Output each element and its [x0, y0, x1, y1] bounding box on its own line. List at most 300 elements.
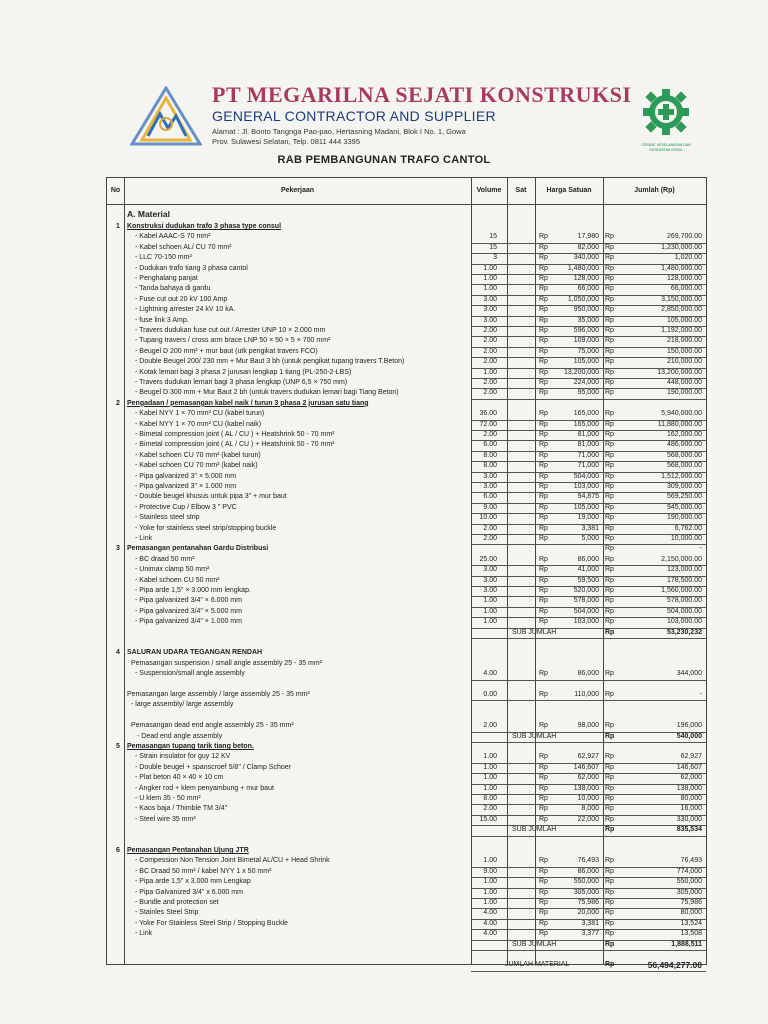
- row-jumlah: 80,000: [680, 909, 702, 917]
- row-jumlah: 103,000.00: [666, 618, 702, 626]
- row-harga-satuan: 71,000: [577, 462, 599, 470]
- row-harga-satuan: 224,000: [573, 379, 599, 386]
- row-rp-label: Rp: [605, 805, 614, 813]
- total-row: [107, 960, 706, 970]
- row-harga-satuan: 5,000: [581, 535, 599, 542]
- table-row: [107, 794, 706, 804]
- row-volume: 2.00: [483, 524, 497, 532]
- row-rp-label: Rp: [539, 878, 548, 886]
- row-rp-label: Rp: [539, 722, 548, 730]
- table-row: [107, 867, 706, 877]
- row-volume: 1.00: [483, 899, 497, 906]
- row-description: - Travers dudukan lemari bagi 3 phasa lengkap (UNP 6,5 × 750 mm): [135, 379, 348, 386]
- row-volume: 2.00: [483, 327, 497, 334]
- row-volume: 1.00: [483, 618, 497, 626]
- row-rp-label: Rp: [539, 441, 548, 449]
- company-logo-icon: [130, 86, 202, 148]
- row-description: Pemasangan large assembly / large assembly 25 - 35 mm²: [127, 691, 310, 698]
- row-rp-label: Rp: [605, 826, 615, 834]
- row-harga-satuan: 146,607: [573, 763, 599, 771]
- row-rp-label: Rp: [539, 379, 548, 386]
- row-rp-label: Rp: [605, 888, 614, 896]
- row-harga-satuan: 550,000: [573, 878, 599, 886]
- row-description: - Compession Non Tension Joint Bimetal AL/CU + Head Shrink: [135, 857, 330, 865]
- row-number: 6: [116, 847, 120, 854]
- row-harga-satuan: 81,000: [577, 431, 599, 438]
- row-rp-label: Rp: [539, 867, 548, 875]
- table-row: [107, 378, 706, 388]
- row-harga-satuan: 340,000: [573, 254, 599, 262]
- row-rp-label: Rp: [605, 878, 614, 886]
- row-description: - large assembly/ large assembly: [131, 701, 234, 709]
- row-rp-label: Rp: [539, 784, 548, 792]
- row-volume: 3.00: [483, 576, 497, 584]
- row-volume: 1.00: [483, 607, 497, 615]
- row-jumlah: 196,000: [676, 722, 702, 730]
- row-harga-satuan: 165,000: [573, 420, 599, 428]
- row-number: 3: [116, 545, 120, 553]
- row-volume: 2.00: [483, 337, 497, 345]
- row-description: - Dead end angle assembly: [137, 732, 223, 740]
- letterhead: [130, 82, 710, 152]
- company-address: [212, 127, 466, 147]
- row-description: - Pipa galvanized 3/4" × 5.000 mm: [135, 607, 242, 615]
- row-rp-label: Rp: [605, 431, 614, 438]
- row-harga-satuan: 94,875: [577, 493, 599, 501]
- row-rp-label: Rp: [605, 857, 614, 865]
- row-rp-label: Rp: [539, 919, 548, 927]
- table-row: [107, 440, 706, 450]
- row-rp-label: Rp: [605, 670, 614, 678]
- row-description: - Travers dudukan fuse cut out / Arrester UNP 10 × 2.000 mm: [135, 327, 326, 334]
- row-jumlah: 540,000: [676, 732, 702, 740]
- row-volume: 1.00: [483, 368, 497, 376]
- row-number: 5: [116, 743, 120, 750]
- row-harga-satuan: 128,000: [573, 275, 599, 282]
- row-volume: 15: [489, 243, 497, 251]
- row-rp-label: Rp: [539, 535, 548, 542]
- document-title: RAB PEMBANGUNAN TRAFO CANTOL: [277, 154, 491, 166]
- address-line-1: Alamat : Jl. Bonto Tangnga Pao-pao, Hertasning Madani, Blok I No. 1, Gowa: [212, 127, 466, 136]
- row-jumlah: 486,000.00: [666, 441, 702, 449]
- row-harga-satuan: 86,000: [577, 867, 599, 875]
- row-jumlah: 504,000.00: [666, 607, 702, 615]
- row-jumlah: 1,512,000.00: [661, 472, 702, 480]
- table-row: [107, 326, 706, 336]
- row-harga-satuan: 62,927: [577, 753, 599, 761]
- table-row: [107, 607, 706, 617]
- row-jumlah: 76,493: [680, 857, 702, 865]
- row-jumlah: 5,940,000.00: [661, 410, 702, 418]
- row-jumlah: 835,534: [676, 826, 702, 834]
- row-rp-label: Rp: [605, 535, 614, 542]
- table-row: [107, 295, 706, 305]
- row-volume: 3: [493, 254, 497, 262]
- row-description: Pemasangan pentanahan Gardu Distribusi: [127, 545, 269, 553]
- row-jumlah: 569,250.00: [666, 493, 702, 501]
- row-description: - Unimax clamp 50 mm²: [135, 566, 210, 574]
- row-rp-label: Rp: [539, 483, 548, 490]
- table-row: [107, 617, 706, 627]
- section-a-label: A. Material: [127, 209, 170, 219]
- subtotal-label: SUB JUMLAH: [512, 628, 557, 636]
- row-rp-label: Rp: [539, 389, 548, 397]
- row-jumlah: 80,000: [680, 795, 702, 802]
- row-description: - Pipa galvanized 3/4" × 1.000 mm: [135, 618, 242, 626]
- subtotal-row: [107, 825, 706, 835]
- row-harga-satuan: 105,000: [573, 503, 599, 511]
- row-rp-label: Rp: [605, 597, 614, 605]
- row-description: - Link: [135, 535, 153, 542]
- row-rp-label: Rp: [605, 919, 614, 927]
- row-description: - Pipa galvanized 3" × 1.000 mm: [135, 483, 237, 490]
- row-jumlah: 150,000.00: [666, 347, 702, 355]
- row-jumlah: 62,000: [680, 774, 702, 782]
- row-number: 2: [116, 399, 120, 407]
- row-description: - Angker rod + klem penyambung + mur baut: [135, 784, 274, 792]
- row-description: - Dudukan trafo tiang 3 phasa cantol: [135, 264, 248, 272]
- row-rp-label: Rp: [539, 514, 548, 522]
- row-rp-label: Rp: [539, 566, 548, 574]
- row-jumlah: 218,000.00: [666, 337, 702, 345]
- row-jumlah: 210,000.00: [666, 358, 702, 366]
- subtotal-label: JUMLAH MATERIAL: [505, 961, 570, 969]
- table-row: [107, 659, 706, 669]
- row-harga-satuan: 62,000: [577, 774, 599, 782]
- cert-label-2: KESEHATAN KERJA: [649, 148, 683, 152]
- row-volume: 9.00: [483, 867, 497, 875]
- row-description: - Protective Cup / Elbow 3 " PVC: [135, 503, 237, 511]
- table-row: [107, 763, 706, 773]
- row-jumlah: 3,150,000.00: [661, 295, 702, 303]
- row-description: Pemasangan dead end angle assembly 25 - 35 mm²: [131, 722, 294, 730]
- row-rp-label: Rp: [539, 909, 548, 917]
- table-row: [107, 524, 706, 534]
- row-description: Pengadaan / pemasangan kabel naik / turun 3 phasa 2 jurusan satu tiang: [127, 399, 369, 407]
- row-description: - Kaos baja / Thimble TM 3/4": [135, 805, 228, 813]
- row-volume: 6.00: [483, 441, 497, 449]
- row-jumlah: 146,607: [676, 763, 702, 771]
- table-row: [107, 316, 706, 326]
- table-row: [107, 815, 706, 825]
- group-row: [107, 222, 706, 232]
- row-jumlah: -: [699, 545, 702, 553]
- row-rp-label: Rp: [605, 316, 614, 324]
- row-description: - Pipa galvanized 3/4" × 6.000 mm: [135, 597, 242, 605]
- row-rp-label: Rp: [605, 389, 614, 397]
- row-volume: 4.00: [483, 919, 497, 927]
- row-description: - fuse link 3 Amp.: [135, 316, 189, 324]
- row-harga-satuan: 71,000: [577, 451, 599, 459]
- table-row: [107, 586, 706, 596]
- table-row: [107, 752, 706, 762]
- row-jumlah: 13,508: [680, 930, 702, 938]
- row-rp-label: Rp: [605, 545, 614, 553]
- row-harga-satuan: 17,980: [577, 233, 599, 241]
- table-row: [107, 243, 706, 253]
- row-jumlah: 1,192,000.00: [661, 327, 702, 334]
- row-jumlah: 10,000.00: [670, 535, 702, 542]
- row-jumlah: 6,762.00: [674, 524, 702, 532]
- row-description: - Tupang travers / cross arm brace LNP 50 × 50 × 5 × 700 mm²: [135, 337, 331, 345]
- row-volume: 8.00: [483, 451, 497, 459]
- row-rp-label: Rp: [605, 587, 614, 594]
- row-rp-label: Rp: [605, 691, 614, 698]
- row-rp-label: Rp: [605, 722, 614, 730]
- row-jumlah: 13,200,000.00: [657, 368, 702, 376]
- subtotal-label: SUB JUMLAH: [512, 732, 557, 740]
- row-volume: 3.00: [483, 587, 497, 594]
- row-harga-satuan: 950,000: [573, 306, 599, 314]
- group-row: [107, 648, 706, 658]
- row-volume: 2.00: [483, 805, 497, 813]
- row-rp-label: Rp: [605, 618, 614, 626]
- row-volume: 10.00: [479, 514, 497, 522]
- row-rp-label: Rp: [539, 857, 548, 865]
- table-row: [107, 284, 706, 294]
- group-row: [107, 399, 706, 409]
- row-harga-satuan: 138,000: [573, 784, 599, 792]
- row-jumlah: 568,000.00: [666, 451, 702, 459]
- row-harga-satuan: 105,000: [573, 358, 599, 366]
- row-jumlah: 13,524: [680, 919, 702, 927]
- row-description: - Yoke For Stainless Steel Strip / Stopping Buckle: [135, 919, 288, 927]
- table-row: [107, 669, 706, 679]
- row-harga-satuan: 3,377: [581, 930, 599, 938]
- header-sat: Sat: [515, 187, 527, 194]
- row-harga-satuan: 35,000: [577, 316, 599, 324]
- row-rp-label: Rp: [539, 431, 548, 438]
- row-rp-label: Rp: [605, 566, 614, 574]
- row-rp-label: Rp: [605, 628, 615, 636]
- row-rp-label: Rp: [539, 285, 548, 293]
- row-volume: 9.00: [483, 503, 497, 511]
- row-number: 1: [116, 223, 120, 230]
- row-description: - Kabel schoen AL/ CU 70 mm²: [135, 243, 232, 251]
- rab-table: [106, 177, 707, 971]
- row-jumlah: 1,480,000.00: [661, 264, 702, 272]
- table-row: [107, 492, 706, 502]
- row-harga-satuan: 86,000: [577, 670, 599, 678]
- row-rp-label: Rp: [605, 420, 614, 428]
- row-harga-satuan: 103,000: [573, 483, 599, 490]
- row-jumlah: 269,700.00: [666, 233, 702, 241]
- table-row: [107, 461, 706, 471]
- row-rp-label: Rp: [605, 493, 614, 501]
- row-rp-label: Rp: [539, 327, 548, 334]
- row-harga-satuan: 66,000: [577, 285, 599, 293]
- row-volume: 1.00: [483, 753, 497, 761]
- address-line-2: Prov. Sulawesi Selatan, Telp. 0811 444 3395: [212, 137, 361, 146]
- table-row: [107, 638, 706, 648]
- row-description: - Kabel AAAC-S 70 mm²: [135, 233, 211, 241]
- row-rp-label: Rp: [605, 732, 615, 740]
- row-jumlah: 1,230,000.00: [661, 243, 702, 251]
- row-rp-label: Rp: [605, 763, 614, 771]
- row-rp-label: Rp: [539, 493, 548, 501]
- table-row: [107, 336, 706, 346]
- table-row: [107, 388, 706, 398]
- row-volume: 2.00: [483, 347, 497, 355]
- row-rp-label: Rp: [605, 930, 614, 938]
- row-description: SALURAN UDARA TEGANGAN RENDAH: [127, 649, 263, 657]
- row-rp-label: Rp: [605, 306, 614, 314]
- row-volume: 8.00: [483, 462, 497, 470]
- row-rp-label: Rp: [539, 264, 548, 272]
- row-jumlah: 75,986: [680, 899, 702, 906]
- row-volume: 25.00: [479, 555, 497, 563]
- row-rp-label: Rp: [539, 597, 548, 605]
- row-description: - Penghalang panjat: [135, 275, 198, 282]
- company-tagline: GENERAL CONTRACTOR AND SUPPLIER: [212, 108, 496, 124]
- table-row: [107, 430, 706, 440]
- row-volume: 15.00: [479, 815, 497, 823]
- row-harga-satuan: 520,000: [573, 587, 599, 594]
- table-row: [107, 305, 706, 315]
- row-description: - Bimetal compression joint ( AL / CU ) + Heatshrink 50 - 70 mm²: [135, 431, 335, 438]
- row-description: - Stainles Steel Strip: [135, 909, 199, 917]
- row-volume: 6.00: [483, 493, 497, 501]
- row-rp-label: Rp: [539, 555, 548, 563]
- row-description: - Double Beugel 200/ 230 mm + Mur Baut 3 bh (untuk pengikat tupang travers T.Beton): [135, 358, 405, 366]
- subtotal-row: [107, 732, 706, 742]
- row-rp-label: Rp: [539, 888, 548, 896]
- table-row: [107, 513, 706, 523]
- row-jumlah: 550,000: [676, 878, 702, 886]
- row-rp-label: Rp: [539, 358, 548, 366]
- row-rp-label: Rp: [605, 815, 614, 823]
- row-jumlah: 16,000: [680, 805, 702, 813]
- row-rp-label: Rp: [539, 607, 548, 615]
- row-jumlah: 105,000.00: [666, 316, 702, 324]
- row-harga-satuan: 81,000: [577, 441, 599, 449]
- row-description: - Kabel schoen CU 70 mm² (kabel naik): [135, 462, 258, 470]
- row-description: - Suspension/small angle assembly: [135, 670, 245, 678]
- header-no: No: [110, 187, 121, 194]
- row-volume: 1.00: [483, 784, 497, 792]
- table-row: [107, 503, 706, 513]
- row-rp-label: Rp: [539, 410, 548, 418]
- table-row: [107, 700, 706, 710]
- row-description: - Stainless steel strip: [135, 514, 200, 522]
- row-harga-satuan: 10,000: [577, 795, 599, 802]
- cert-label-1: CERMAT KESELAMATAN DAN: [641, 143, 691, 147]
- table-row: [107, 908, 706, 918]
- row-harga-satuan: 20,000: [577, 909, 599, 917]
- table-row: [107, 784, 706, 794]
- row-jumlah: 568,000.00: [666, 462, 702, 470]
- row-description: - Pipa arde 1,5" x 3.000 mm Lengkap: [135, 878, 251, 886]
- row-volume: 1.00: [483, 597, 497, 605]
- subtotal-label: SUB JUMLAH: [512, 826, 557, 834]
- row-description: - Pipa Galvanized 3/4" x 6.000 mm: [135, 888, 243, 896]
- row-description: - Kotak lemari bagi 3 phasa 2 jurusan lengkap 1 tiang (PL-250-2-LBS): [135, 368, 352, 376]
- row-rp-label: Rp: [539, 805, 548, 813]
- row-rp-label: Rp: [605, 275, 614, 282]
- row-description: - Kabel schoen CU 70 mm² (kabel turun): [135, 451, 261, 459]
- row-volume: 0.00: [483, 691, 497, 698]
- row-rp-label: Rp: [539, 451, 548, 459]
- row-jumlah: 448,000.00: [666, 379, 702, 386]
- row-jumlah: 66,000.00: [670, 285, 702, 293]
- row-rp-label: Rp: [539, 763, 548, 771]
- row-harga-satuan: 19,000: [577, 514, 599, 522]
- row-rp-label: Rp: [605, 607, 614, 615]
- row-rp-label: Rp: [605, 867, 614, 875]
- row-rp-label: Rp: [539, 618, 548, 626]
- row-harga-satuan: 504,000: [573, 607, 599, 615]
- company-name: PT MEGARILNA SEJATI KONSTRUKSI: [212, 82, 632, 107]
- row-description: - Bundle and protection set: [135, 899, 219, 906]
- row-description: - Beugel D 200 mm² + mur baut (utk pengikat travers FCO): [135, 347, 318, 355]
- row-rp-label: Rp: [605, 524, 614, 532]
- table-row: [107, 836, 706, 846]
- row-rp-label: Rp: [605, 961, 615, 969]
- row-rp-label: Rp: [539, 337, 548, 345]
- row-volume: 1.00: [483, 888, 497, 896]
- row-rp-label: Rp: [539, 275, 548, 282]
- row-rp-label: Rp: [539, 472, 548, 480]
- table-row: [107, 929, 706, 939]
- row-jumlah: 344,000: [676, 670, 702, 678]
- table-row: [107, 482, 706, 492]
- table-row: [107, 898, 706, 908]
- row-jumlah: 1,020.00: [674, 254, 702, 262]
- row-harga-satuan: 578,000: [573, 597, 599, 605]
- table-row: [107, 274, 706, 284]
- row-volume: 1.00: [483, 275, 497, 282]
- row-volume: 3.00: [483, 316, 497, 324]
- row-description: - Double beugel + spanscroef 5/8" / Clamp Schoer: [135, 763, 291, 771]
- row-jumlah: 56,494,277.00: [647, 960, 702, 971]
- row-description: Konstruksi dudukan trafo 3 phasa type consul: [127, 223, 282, 230]
- row-rp-label: Rp: [539, 774, 548, 782]
- row-volume: 1.00: [483, 264, 497, 272]
- row-volume: 2.00: [483, 358, 497, 366]
- header-divider: [107, 204, 706, 205]
- row-volume: 8.00: [483, 795, 497, 802]
- table-row: [107, 690, 706, 700]
- row-jumlah: 123,000.00: [666, 566, 702, 574]
- row-volume: 1.00: [483, 763, 497, 771]
- row-rp-label: Rp: [539, 587, 548, 594]
- row-jumlah: 162,000.00: [666, 431, 702, 438]
- row-rp-label: Rp: [605, 379, 614, 386]
- row-rp-label: Rp: [605, 503, 614, 511]
- row-description: - Link: [135, 930, 153, 938]
- row-rp-label: Rp: [539, 254, 548, 262]
- gear-cross-icon: [640, 86, 692, 138]
- row-description: - Bimetal compression joint ( AL / CU ) + Heatshrink 50 - 70 mm²: [135, 441, 335, 449]
- table-row: [107, 576, 706, 586]
- row-volume: 1.00: [483, 285, 497, 293]
- row-rp-label: Rp: [605, 795, 614, 802]
- table-row: [107, 856, 706, 866]
- row-rp-label: Rp: [605, 233, 614, 241]
- table-row: [107, 711, 706, 721]
- table-row: [107, 368, 706, 378]
- row-rp-label: Rp: [539, 576, 548, 584]
- row-rp-label: Rp: [605, 940, 615, 948]
- row-description: - U klem 35 - 50 mm²: [135, 795, 201, 802]
- row-description: - Fuse cut out 20 kV 100 Amp: [135, 295, 228, 303]
- row-volume: 36.00: [479, 410, 497, 418]
- row-jumlah: 62,927: [680, 753, 702, 761]
- table-row: [107, 420, 706, 430]
- row-harga-satuan: 8,000: [581, 805, 599, 813]
- row-description: - Plat beton 40 × 40 × 10 cm: [135, 774, 224, 782]
- row-volume: 2.00: [483, 722, 497, 730]
